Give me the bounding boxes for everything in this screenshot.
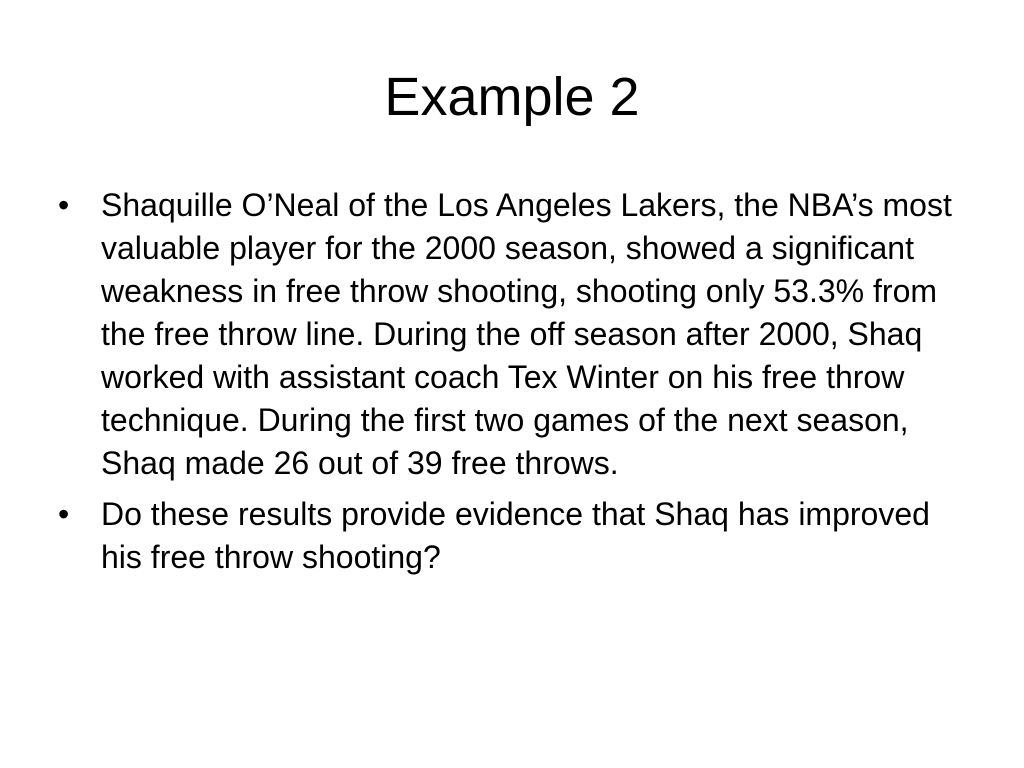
slide-title: Example 2: [384, 67, 640, 127]
bullet-item-question: [58, 493, 978, 579]
bullet-text: Shaquille O’Neal of the Los Angeles Lakers, the NBA’s most valuable player for the 2000 season, showed a significant weakness in free throw shooting, shooting only 53.3% from the free throw line. During the off season after 2000, Shaq worked with assistant coach Tex Winter on his free throw technique. During the first two games of the next season, Shaq made 26 out of 39 free throws.: [101, 187, 952, 481]
bullet-list: [58, 184, 978, 587]
bullet-mark: •: [58, 496, 70, 532]
bullet-item-context: [58, 184, 978, 485]
bullet-mark: •: [58, 187, 70, 223]
bullet-text: Do these results provide evidence that Shaq has improved his free throw shooting?: [101, 496, 930, 575]
